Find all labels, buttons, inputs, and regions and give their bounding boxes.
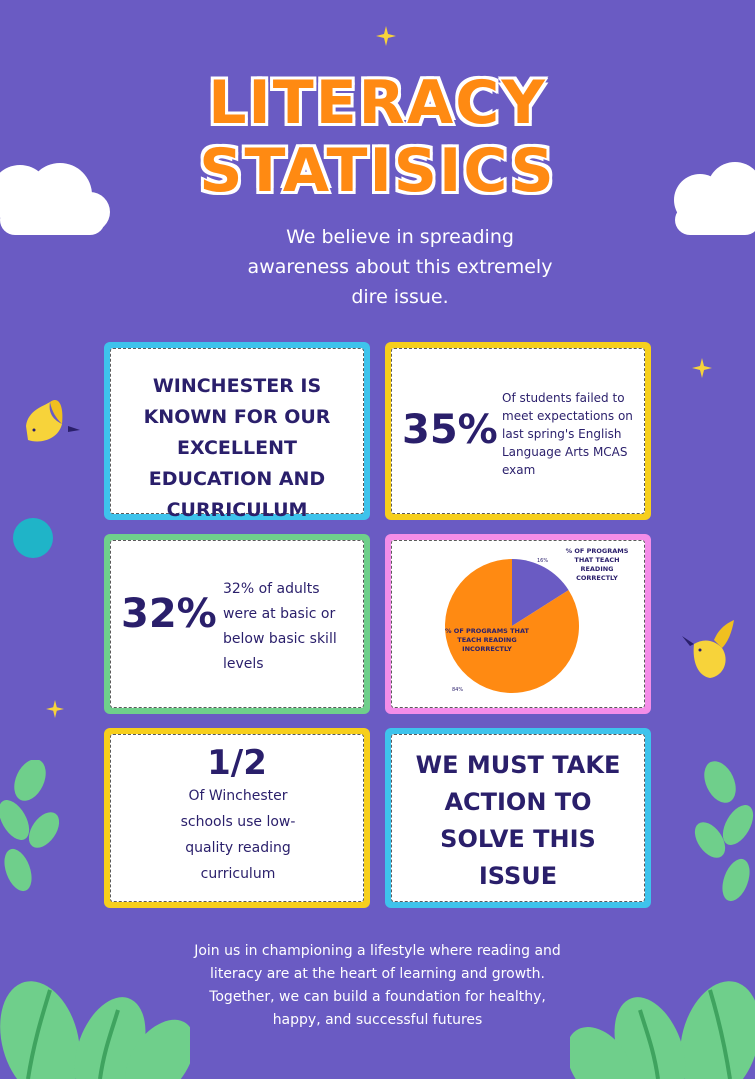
action-statement: WE MUST TAKE ACTION TO SOLVE THIS ISSUE <box>415 751 621 890</box>
programs-pie-chart <box>392 541 646 709</box>
dot-icon <box>13 518 53 558</box>
card-inner <box>110 540 364 708</box>
card-students <box>385 342 651 520</box>
pie-value-label-2: 84% <box>452 687 464 693</box>
card-inner <box>110 734 364 902</box>
card-inner <box>391 540 645 708</box>
pie-slice-label-2: % OF PROGRAMS THAT TEACH READING INCORRECTLY <box>445 627 529 653</box>
schools-description: Of Winchester schools use low-quality reading curriculum <box>180 788 296 882</box>
card-inner <box>391 734 645 902</box>
card-action <box>385 728 651 908</box>
winchester-statement: WINCHESTER IS KNOWN FOR OUR EXCELLENT EDUCATION AND CURRICULUM <box>143 375 331 521</box>
star-icon <box>692 358 712 378</box>
card-inner <box>391 348 645 514</box>
leaf-icon-left-cluster <box>0 760 70 900</box>
card-adults <box>104 534 370 714</box>
subtitle: We believe in spreading awareness about this extremely dire issue. <box>247 226 553 308</box>
leaf-icon-right-cluster <box>690 760 755 910</box>
bird-icon-left <box>18 396 80 452</box>
students-description: Of students failed to meet expectations on last spring's English Language Arts MCAS exam <box>502 391 633 477</box>
footer-message: Join us in championing a lifestyle where reading and literacy are at the heart of learning and growth. Together, we can build a foundation for healthy, happy, and successful futures <box>194 943 561 1028</box>
page-title-line1: LITERACY <box>208 68 547 138</box>
leaf-icon-bottom-left <box>0 960 190 1079</box>
adults-description: 32% of adults were at basic or below basic skill levels <box>223 581 337 672</box>
pie-value-label-1: 16% <box>537 558 549 564</box>
students-stat: 35% <box>402 407 498 453</box>
adults-stat: 32% <box>121 591 217 637</box>
pie-slice-label-1: % OF PROGRAMS THAT TEACH READING CORRECTLY <box>565 547 629 582</box>
page-title-line2: STATISICS <box>199 136 556 206</box>
card-winchester <box>104 342 370 520</box>
card-inner <box>110 348 364 521</box>
card-programs-chart <box>385 534 651 714</box>
bird-icon-right <box>680 618 740 682</box>
leaf-icon-bottom-right <box>570 960 755 1079</box>
star-icon <box>46 700 64 718</box>
card-schools <box>104 728 370 908</box>
schools-stat: 1/2 <box>207 743 267 783</box>
star-icon <box>376 26 396 46</box>
